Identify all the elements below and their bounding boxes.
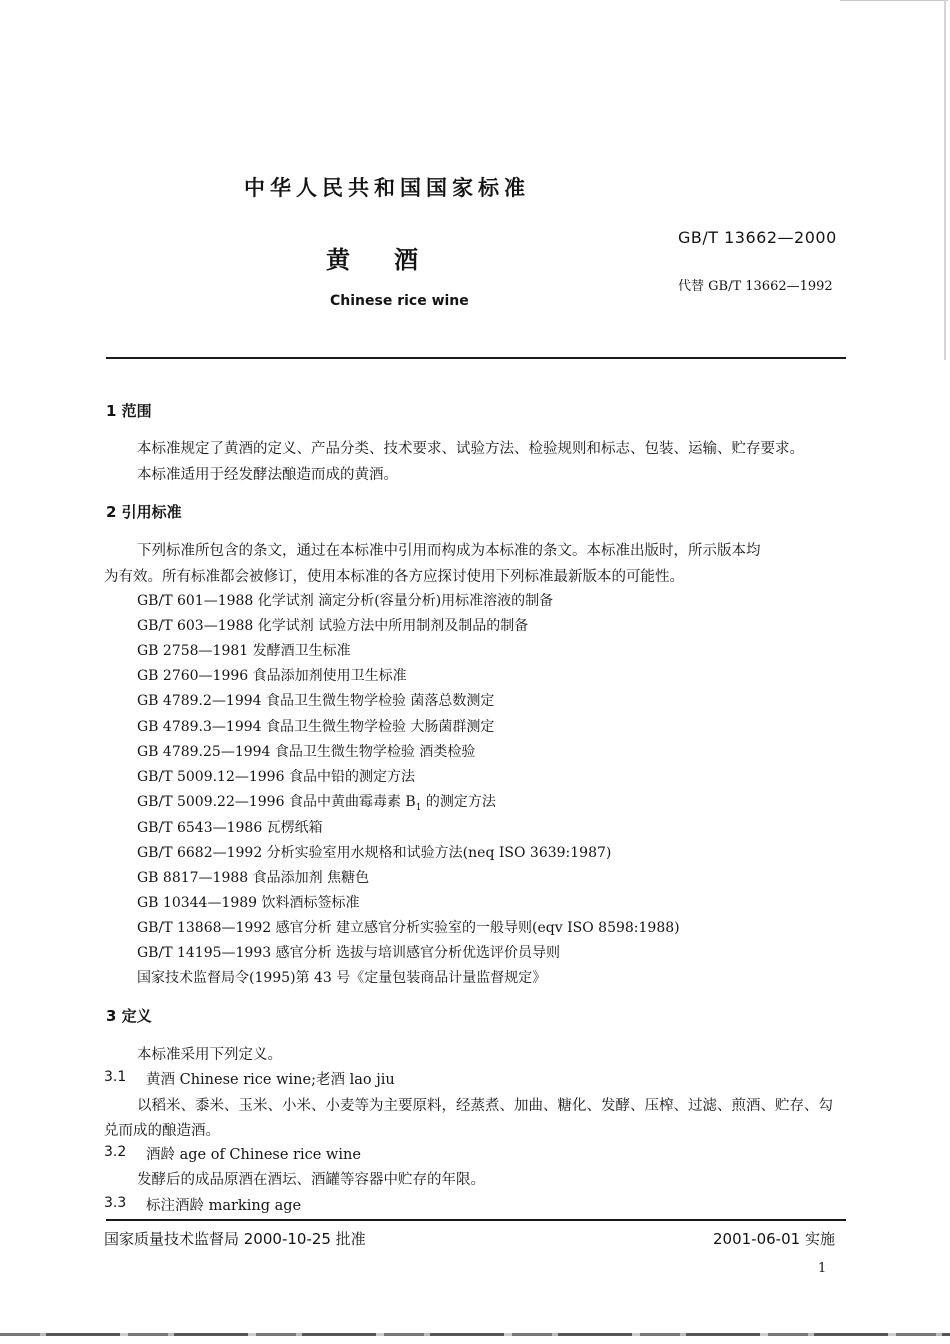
reference-item: GB/T 6682—1992 分析实验室用水规格和试验方法(neq ISO 3639:1987) [137,845,612,861]
standard-number: GB/T 13662—2000 [678,228,837,247]
definition-number: 3.1 [104,1069,127,1085]
definition-term: 标注酒龄 marking age [146,1198,302,1214]
reference-item: GB/T 603—1988 化学试剂 试验方法中所用制剂及制品的制备 [137,618,529,634]
definitions-intro: 本标准采用下列定义。 [137,1047,282,1063]
section-scope-heading: 1 范围 [106,402,152,420]
scan-artifact-edge [944,0,946,360]
references-intro-line: 为有效。所有标准都会被修订，使用本标准的各方应探讨使用下列标准最新版本的可能性。 [104,569,684,585]
section-references-heading: 2 引用标准 [106,503,182,521]
b1-subscript: 1 [415,802,422,813]
footer-divider [106,1219,846,1221]
reference-item: GB/T 6543—1986 瓦楞纸箱 [137,820,323,836]
reference-item: GB/T 5009.12—1996 食品中铅的测定方法 [137,769,415,785]
definition-text: 以稻米、黍米、玉米、小米、小麦等为主要原料，经蒸煮、加曲、糖化、发酵、压榨、过滤、煎酒、贮存、勾 [137,1098,833,1114]
section-definitions-heading: 3 定义 [106,1007,152,1025]
header-divider [106,357,846,359]
reference-item: GB/T 601—1988 化学试剂 滴定分析(容量分析)用标准溶液的制备 [137,593,554,609]
reference-item-suffix: 的测定方法 [421,794,496,810]
reference-item: GB 4789.25—1994 食品卫生微生物学检验 酒类检验 [137,744,476,760]
definition-term: 黄酒 Chinese rice wine;老酒 lao jiu [146,1072,395,1088]
national-standard-title: 中华人民共和国国家标准 [244,176,530,200]
definition-number: 3.3 [104,1195,127,1211]
reference-item: 国家技术监督局令(1995)第 43 号《定量包装商品计量监督规定》 [137,970,547,986]
reference-item: GB 2758—1981 发酵酒卫生标准 [137,643,351,659]
reference-item-text: GB/T 5009.22—1996 食品中黄曲霉毒素 B [137,794,416,810]
definition-text: 兑而成的酿造酒。 [104,1123,220,1139]
reference-item-aflatoxin [137,791,496,813]
document-title-en: Chinese rice wine [330,293,469,309]
scan-artifact-top [840,0,948,1]
reference-item: GB/T 14195—1993 感官分析 选拔与培训感官分析优选评价员导则 [137,945,561,961]
reference-item: GB 8817—1988 食品添加剂 焦糖色 [137,870,370,886]
document-title-cn: 黄酒 [326,246,462,274]
scope-line: 本标准规定了黄酒的定义、产品分类、技术要求、试验方法、检验规则和标志、包装、运输、贮存要求。 [137,441,804,457]
page-number: 1 [818,1261,827,1276]
replaces-standard: 代替 GB/T 13662—1992 [678,279,833,294]
definition-number: 3.2 [104,1144,127,1160]
reference-item: GB 10344—1989 饮料酒标签标准 [137,895,360,911]
definition-text: 发酵后的成品原酒在酒坛、酒罐等容器中贮存的年限。 [137,1172,485,1188]
definition-term: 酒龄 age of Chinese rice wine [146,1147,361,1163]
reference-item: GB 4789.2—1994 食品卫生微生物学检验 菌落总数测定 [137,693,495,709]
reference-item: GB 4789.3—1994 食品卫生微生物学检验 大肠菌群测定 [137,719,495,735]
reference-item: GB 2760—1996 食品添加剂使用卫生标准 [137,668,407,684]
reference-item: GB/T 13868—1992 感官分析 建立感官分析实验室的一般导则(eqv ISO 8598:1988) [137,920,680,936]
approval-date: 国家质量技术监督局 2000-10-25 批准 [104,1230,366,1248]
references-intro-line: 下列标准所包含的条文，通过在本标准中引用而构成为本标准的条文。本标准出版时，所示版本均 [137,543,761,559]
scope-line: 本标准适用于经发酵法酿造而成的黄酒。 [137,467,398,483]
scan-artifact-bottom [0,1333,950,1336]
implementation-date: 2001-06-01 实施 [713,1230,835,1248]
